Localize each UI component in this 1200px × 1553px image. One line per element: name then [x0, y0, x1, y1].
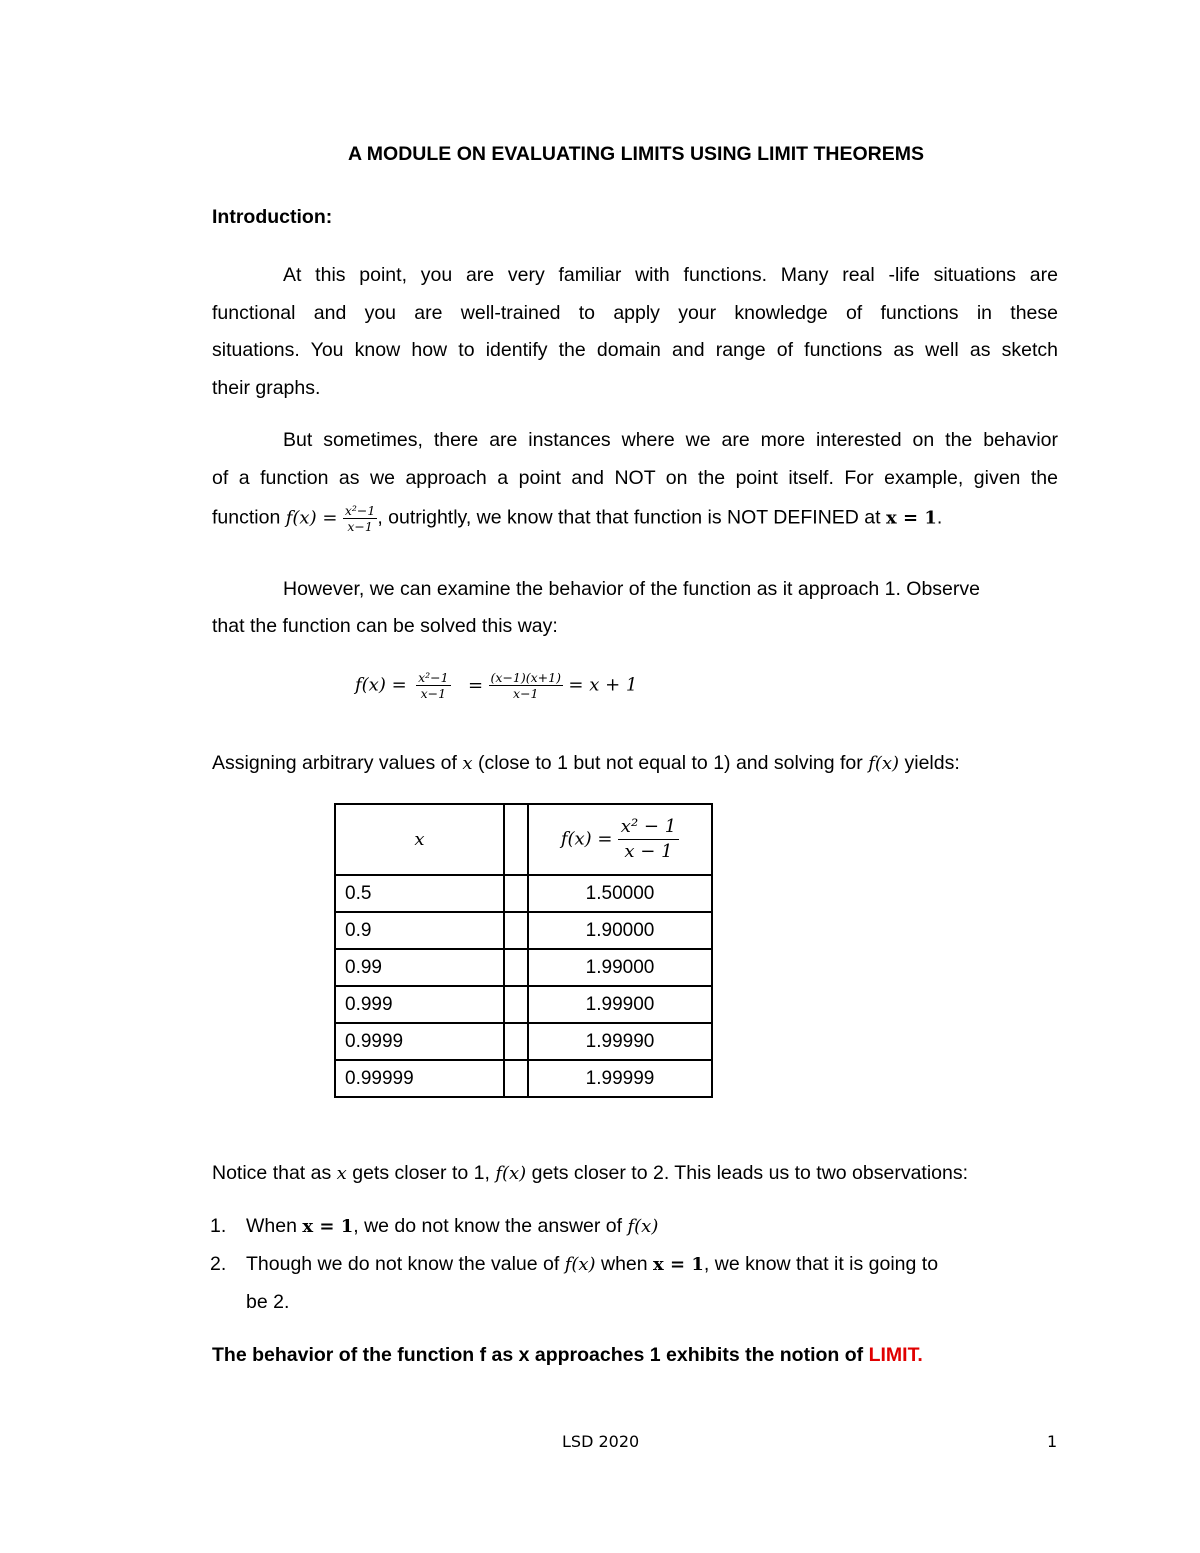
list-number: 2.: [210, 1253, 227, 1275]
limit-highlight: LIMIT.: [868, 1344, 923, 1366]
table-cell-fx: 1.99990: [528, 1023, 712, 1060]
table-row: [335, 1023, 712, 1060]
table-row: [335, 875, 712, 912]
table-cell-fx: 1.90000: [528, 912, 712, 949]
table-header-row: [335, 804, 712, 875]
table-cell-fx: 1.50000: [528, 875, 712, 912]
table-row: [335, 912, 712, 949]
equation-fraction-factored: $\frac{(x-1)(x+1)}{x-1}$: [490, 670, 561, 701]
list-number: 1.: [210, 1215, 227, 1237]
values-table: [334, 803, 713, 1098]
observation-item: 1. When x = 1, we do not know the answer of f(x): [246, 1208, 658, 1246]
table-row: [335, 949, 712, 986]
notice-line: Notice that as x gets closer to 1, f(x) gets closer to 2. This leads us to two observations:: [212, 1162, 969, 1184]
table-cell-fx: 1.99000: [528, 949, 712, 986]
paragraph-line: that the function can be solved this way:: [212, 615, 558, 637]
x-equals-one: x = 1: [885, 507, 937, 529]
table-cell-fx: 1.99999: [528, 1060, 712, 1097]
assigning-line: Assigning arbitrary values of x (close to 1 but not equal to 1) and solving for f(x) yields:: [212, 752, 960, 774]
paragraph-line: situations. You know how to identify the domain and range of functions as well as sketch: [212, 339, 1058, 361]
observation-continuation: be 2.: [246, 1291, 290, 1313]
table-row: [335, 1060, 712, 1097]
table-cell-x: 0.9999: [335, 1023, 504, 1060]
equation-fraction: $\frac{\text{x²−1}}{x-1}$: [418, 670, 449, 701]
table-header-fx: f(x) = $\frac{\text{x² − 1}}{x - 1}$: [528, 804, 712, 875]
table-cell-x: 0.99999: [335, 1060, 504, 1097]
paragraph-line: of a function as we approach a point and NOT on the point itself. For example, given the: [212, 467, 1058, 489]
function-notation: f(x) =: [285, 507, 338, 529]
footer-label: LSD 2020: [562, 1432, 640, 1451]
paragraph-line: At this point, you are very familiar with functions. Many real -life situations are: [283, 264, 1058, 286]
document-title: A MODULE ON EVALUATING LIMITS USING LIMIT THEOREMS: [348, 143, 924, 165]
paragraph-line: their graphs.: [212, 377, 321, 399]
table-header-x: x: [335, 804, 504, 875]
table-cell-x: 0.999: [335, 986, 504, 1023]
intro-heading: Introduction:: [212, 206, 333, 228]
paragraph-line: However, we can examine the behavior of the function as it approach 1. Observe: [283, 578, 980, 600]
table-cell-fx: 1.99900: [528, 986, 712, 1023]
observation-item: 2. Though we do not know the value of f(x) when x = 1, we know that it is going to: [246, 1246, 938, 1284]
page-number: 1: [1047, 1432, 1058, 1451]
paragraph-line: But sometimes, there are instances where we are more interested on the behavior: [283, 429, 1058, 451]
table-spacer-cell: [504, 804, 528, 875]
table-row: [335, 986, 712, 1023]
factoring-equation: f(x) = $\frac{\text{x²−1}}{x-1}$ = $\frac{(x-1)(x+1)}{x-1}$ = x + 1: [355, 670, 638, 701]
table-cell-x: 0.99: [335, 949, 504, 986]
conclusion-line: The behavior of the function f as x approaches 1 exhibits the notion of LIMIT.: [212, 1344, 923, 1366]
inline-fraction: $\frac{\text{x²−1}}{x-1}$: [344, 503, 376, 534]
paragraph-line: functional and you are well-trained to apply your knowledge of functions in these: [212, 302, 1058, 324]
table-cell-x: 0.9: [335, 912, 504, 949]
function-definition-line: function f(x) = $\frac{\text{x²−1}}{x-1}$ , outrightly, we know that that function is NOT DEFINED at x = 1.: [212, 503, 943, 534]
table-cell-x: 0.5: [335, 875, 504, 912]
